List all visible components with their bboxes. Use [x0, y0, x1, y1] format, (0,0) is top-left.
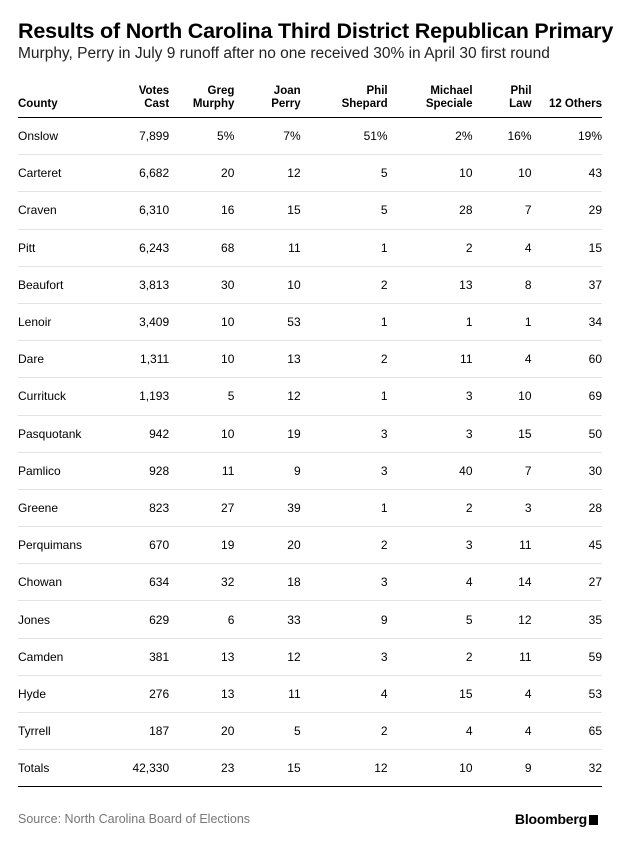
column-header: [18, 77, 117, 118]
chart-title: Results of North Carolina Third District Republican Primary: [18, 19, 614, 43]
value-cell: 11: [234, 229, 300, 266]
column-header: [388, 77, 473, 118]
column-header-line: Cast: [144, 98, 170, 110]
table-row: [18, 489, 602, 526]
value-cell: 10: [473, 155, 532, 192]
value-cell: 3: [388, 527, 473, 564]
value-cell: 2: [301, 713, 388, 750]
value-cell: 13: [169, 675, 234, 712]
value-cell: 68: [169, 229, 234, 266]
value-cell: 32: [169, 564, 234, 601]
column-header-line: Perry: [271, 98, 301, 110]
county-cell: Beaufort: [18, 266, 117, 303]
bloomberg-terminal-icon: [589, 815, 598, 825]
table-row: [18, 266, 602, 303]
value-cell: 1: [388, 303, 473, 340]
column-header-line: Shepard: [341, 98, 388, 110]
table-row: [18, 527, 602, 564]
county-cell: Carteret: [18, 155, 117, 192]
value-cell: 187: [117, 713, 169, 750]
value-cell: 12: [473, 601, 532, 638]
value-cell: 634: [117, 564, 169, 601]
value-cell: 27: [169, 489, 234, 526]
table-row: [18, 638, 602, 675]
value-cell: 11: [234, 675, 300, 712]
value-cell: 11: [169, 452, 234, 489]
value-cell: 9: [301, 601, 388, 638]
value-cell: 42,330: [117, 750, 169, 787]
county-cell: Pamlico: [18, 452, 117, 489]
value-cell: 19: [234, 415, 300, 452]
table-row: [18, 378, 602, 415]
column-header: [473, 77, 532, 118]
value-cell: 6,243: [117, 229, 169, 266]
table-row: [18, 713, 602, 750]
county-cell: Totals: [18, 750, 117, 787]
value-cell: 2%: [388, 118, 473, 155]
value-cell: 13: [234, 341, 300, 378]
county-cell: Greene: [18, 489, 117, 526]
table-row: [18, 229, 602, 266]
value-cell: 6,310: [117, 192, 169, 229]
value-cell: 5: [234, 713, 300, 750]
value-cell: 32: [532, 750, 602, 787]
value-cell: 28: [532, 489, 602, 526]
brand-logo: [515, 811, 598, 827]
value-cell: 3,813: [117, 266, 169, 303]
column-header-line: Votes: [138, 85, 170, 97]
table-row: [18, 601, 602, 638]
value-cell: 20: [169, 713, 234, 750]
column-header-line: County: [18, 98, 58, 110]
source-note: Source: North Carolina Board of Elections: [18, 812, 251, 826]
value-cell: 10: [388, 155, 473, 192]
county-cell: Dare: [18, 341, 117, 378]
value-cell: 6,682: [117, 155, 169, 192]
value-cell: 4: [473, 675, 532, 712]
value-cell: 7: [473, 452, 532, 489]
county-cell: Currituck: [18, 378, 117, 415]
county-cell: Hyde: [18, 675, 117, 712]
county-cell: Pasquotank: [18, 415, 117, 452]
county-cell: Camden: [18, 638, 117, 675]
value-cell: 4: [388, 713, 473, 750]
value-cell: 4: [301, 675, 388, 712]
value-cell: 29: [532, 192, 602, 229]
value-cell: 3: [301, 415, 388, 452]
column-header: [532, 77, 602, 118]
value-cell: 6: [169, 601, 234, 638]
value-cell: 9: [473, 750, 532, 787]
value-cell: 3: [473, 489, 532, 526]
value-cell: 1: [301, 378, 388, 415]
value-cell: 1,311: [117, 341, 169, 378]
column-header-line: Phil: [366, 85, 388, 97]
column-header: [117, 77, 169, 118]
value-cell: 39: [234, 489, 300, 526]
value-cell: 7%: [234, 118, 300, 155]
value-cell: 4: [388, 564, 473, 601]
value-cell: 2: [388, 229, 473, 266]
value-cell: 4: [473, 713, 532, 750]
value-cell: 16%: [473, 118, 532, 155]
brand-name: Bloomberg: [514, 811, 587, 827]
value-cell: 19: [169, 527, 234, 564]
table-row: [18, 192, 602, 229]
value-cell: 12: [234, 378, 300, 415]
county-cell: Tyrrell: [18, 713, 117, 750]
column-header-line: Greg: [207, 85, 235, 97]
table-row: [18, 452, 602, 489]
results-table: [18, 77, 602, 787]
value-cell: 59: [532, 638, 602, 675]
value-cell: 10: [169, 303, 234, 340]
value-cell: 33: [234, 601, 300, 638]
value-cell: 2: [301, 266, 388, 303]
value-cell: 20: [169, 155, 234, 192]
value-cell: 8: [473, 266, 532, 303]
value-cell: 3: [301, 638, 388, 675]
value-cell: 928: [117, 452, 169, 489]
value-cell: 3: [388, 415, 473, 452]
value-cell: 5: [301, 192, 388, 229]
value-cell: 4: [473, 341, 532, 378]
county-cell: Pitt: [18, 229, 117, 266]
table-row: [18, 303, 602, 340]
value-cell: 823: [117, 489, 169, 526]
value-cell: 16: [169, 192, 234, 229]
value-cell: 3: [301, 564, 388, 601]
value-cell: 19%: [532, 118, 602, 155]
value-cell: 69: [532, 378, 602, 415]
column-header-line: Murphy: [192, 98, 235, 110]
value-cell: 30: [532, 452, 602, 489]
value-cell: 11: [473, 527, 532, 564]
column-header: [301, 77, 388, 118]
county-cell: Lenoir: [18, 303, 117, 340]
value-cell: 3,409: [117, 303, 169, 340]
value-cell: 18: [234, 564, 300, 601]
value-cell: 381: [117, 638, 169, 675]
county-cell: Chowan: [18, 564, 117, 601]
value-cell: 7,899: [117, 118, 169, 155]
value-cell: 4: [473, 229, 532, 266]
value-cell: 30: [169, 266, 234, 303]
value-cell: 35: [532, 601, 602, 638]
value-cell: 5: [388, 601, 473, 638]
value-cell: 50: [532, 415, 602, 452]
column-header-line: Law: [509, 98, 532, 110]
value-cell: 2: [301, 341, 388, 378]
value-cell: 10: [473, 378, 532, 415]
value-cell: 1: [301, 489, 388, 526]
value-cell: 670: [117, 527, 169, 564]
value-cell: 20: [234, 527, 300, 564]
value-cell: 2: [388, 489, 473, 526]
value-cell: 10: [169, 415, 234, 452]
value-cell: 629: [117, 601, 169, 638]
table-row: [18, 155, 602, 192]
value-cell: 15: [473, 415, 532, 452]
column-header-line: Joan: [273, 85, 301, 97]
value-cell: 1: [473, 303, 532, 340]
column-header-line: 12 Others: [548, 98, 602, 110]
value-cell: 11: [388, 341, 473, 378]
table-row: [18, 118, 602, 155]
table-row: [18, 564, 602, 601]
table-header-row: [18, 77, 602, 118]
value-cell: 15: [532, 229, 602, 266]
value-cell: 1: [301, 303, 388, 340]
value-cell: 60: [532, 341, 602, 378]
value-cell: 7: [473, 192, 532, 229]
column-header-line: Michael: [430, 85, 473, 97]
table-row: [18, 341, 602, 378]
value-cell: 40: [388, 452, 473, 489]
column-header: [169, 77, 234, 118]
value-cell: 3: [388, 378, 473, 415]
value-cell: 28: [388, 192, 473, 229]
value-cell: 10: [388, 750, 473, 787]
value-cell: 2: [301, 527, 388, 564]
value-cell: 12: [301, 750, 388, 787]
value-cell: 10: [234, 266, 300, 303]
value-cell: 65: [532, 713, 602, 750]
column-header: [234, 77, 300, 118]
value-cell: 15: [234, 192, 300, 229]
value-cell: 12: [234, 155, 300, 192]
totals-row: [18, 750, 602, 787]
value-cell: 53: [234, 303, 300, 340]
value-cell: 2: [388, 638, 473, 675]
chart-subtitle: Murphy, Perry in July 9 runoff after no one received 30% in April 30 first round: [18, 45, 550, 62]
county-cell: Perquimans: [18, 527, 117, 564]
value-cell: 15: [234, 750, 300, 787]
value-cell: 45: [532, 527, 602, 564]
value-cell: 1,193: [117, 378, 169, 415]
value-cell: 34: [532, 303, 602, 340]
county-cell: Craven: [18, 192, 117, 229]
value-cell: 43: [532, 155, 602, 192]
value-cell: 15: [388, 675, 473, 712]
value-cell: 14: [473, 564, 532, 601]
value-cell: 13: [388, 266, 473, 303]
county-cell: Jones: [18, 601, 117, 638]
column-header-line: Speciale: [425, 98, 473, 110]
value-cell: 5: [301, 155, 388, 192]
value-cell: 276: [117, 675, 169, 712]
table-row: [18, 675, 602, 712]
table-body: [18, 118, 602, 787]
value-cell: 5: [169, 378, 234, 415]
table-row: [18, 415, 602, 452]
value-cell: 942: [117, 415, 169, 452]
value-cell: 1: [301, 229, 388, 266]
value-cell: 3: [301, 452, 388, 489]
value-cell: 12: [234, 638, 300, 675]
value-cell: 53: [532, 675, 602, 712]
value-cell: 23: [169, 750, 234, 787]
county-cell: Onslow: [18, 118, 117, 155]
value-cell: 10: [169, 341, 234, 378]
value-cell: 37: [532, 266, 602, 303]
value-cell: 11: [473, 638, 532, 675]
value-cell: 51%: [301, 118, 388, 155]
value-cell: 5%: [169, 118, 234, 155]
value-cell: 13: [169, 638, 234, 675]
value-cell: 9: [234, 452, 300, 489]
value-cell: 27: [532, 564, 602, 601]
column-header-line: Phil: [510, 85, 532, 97]
